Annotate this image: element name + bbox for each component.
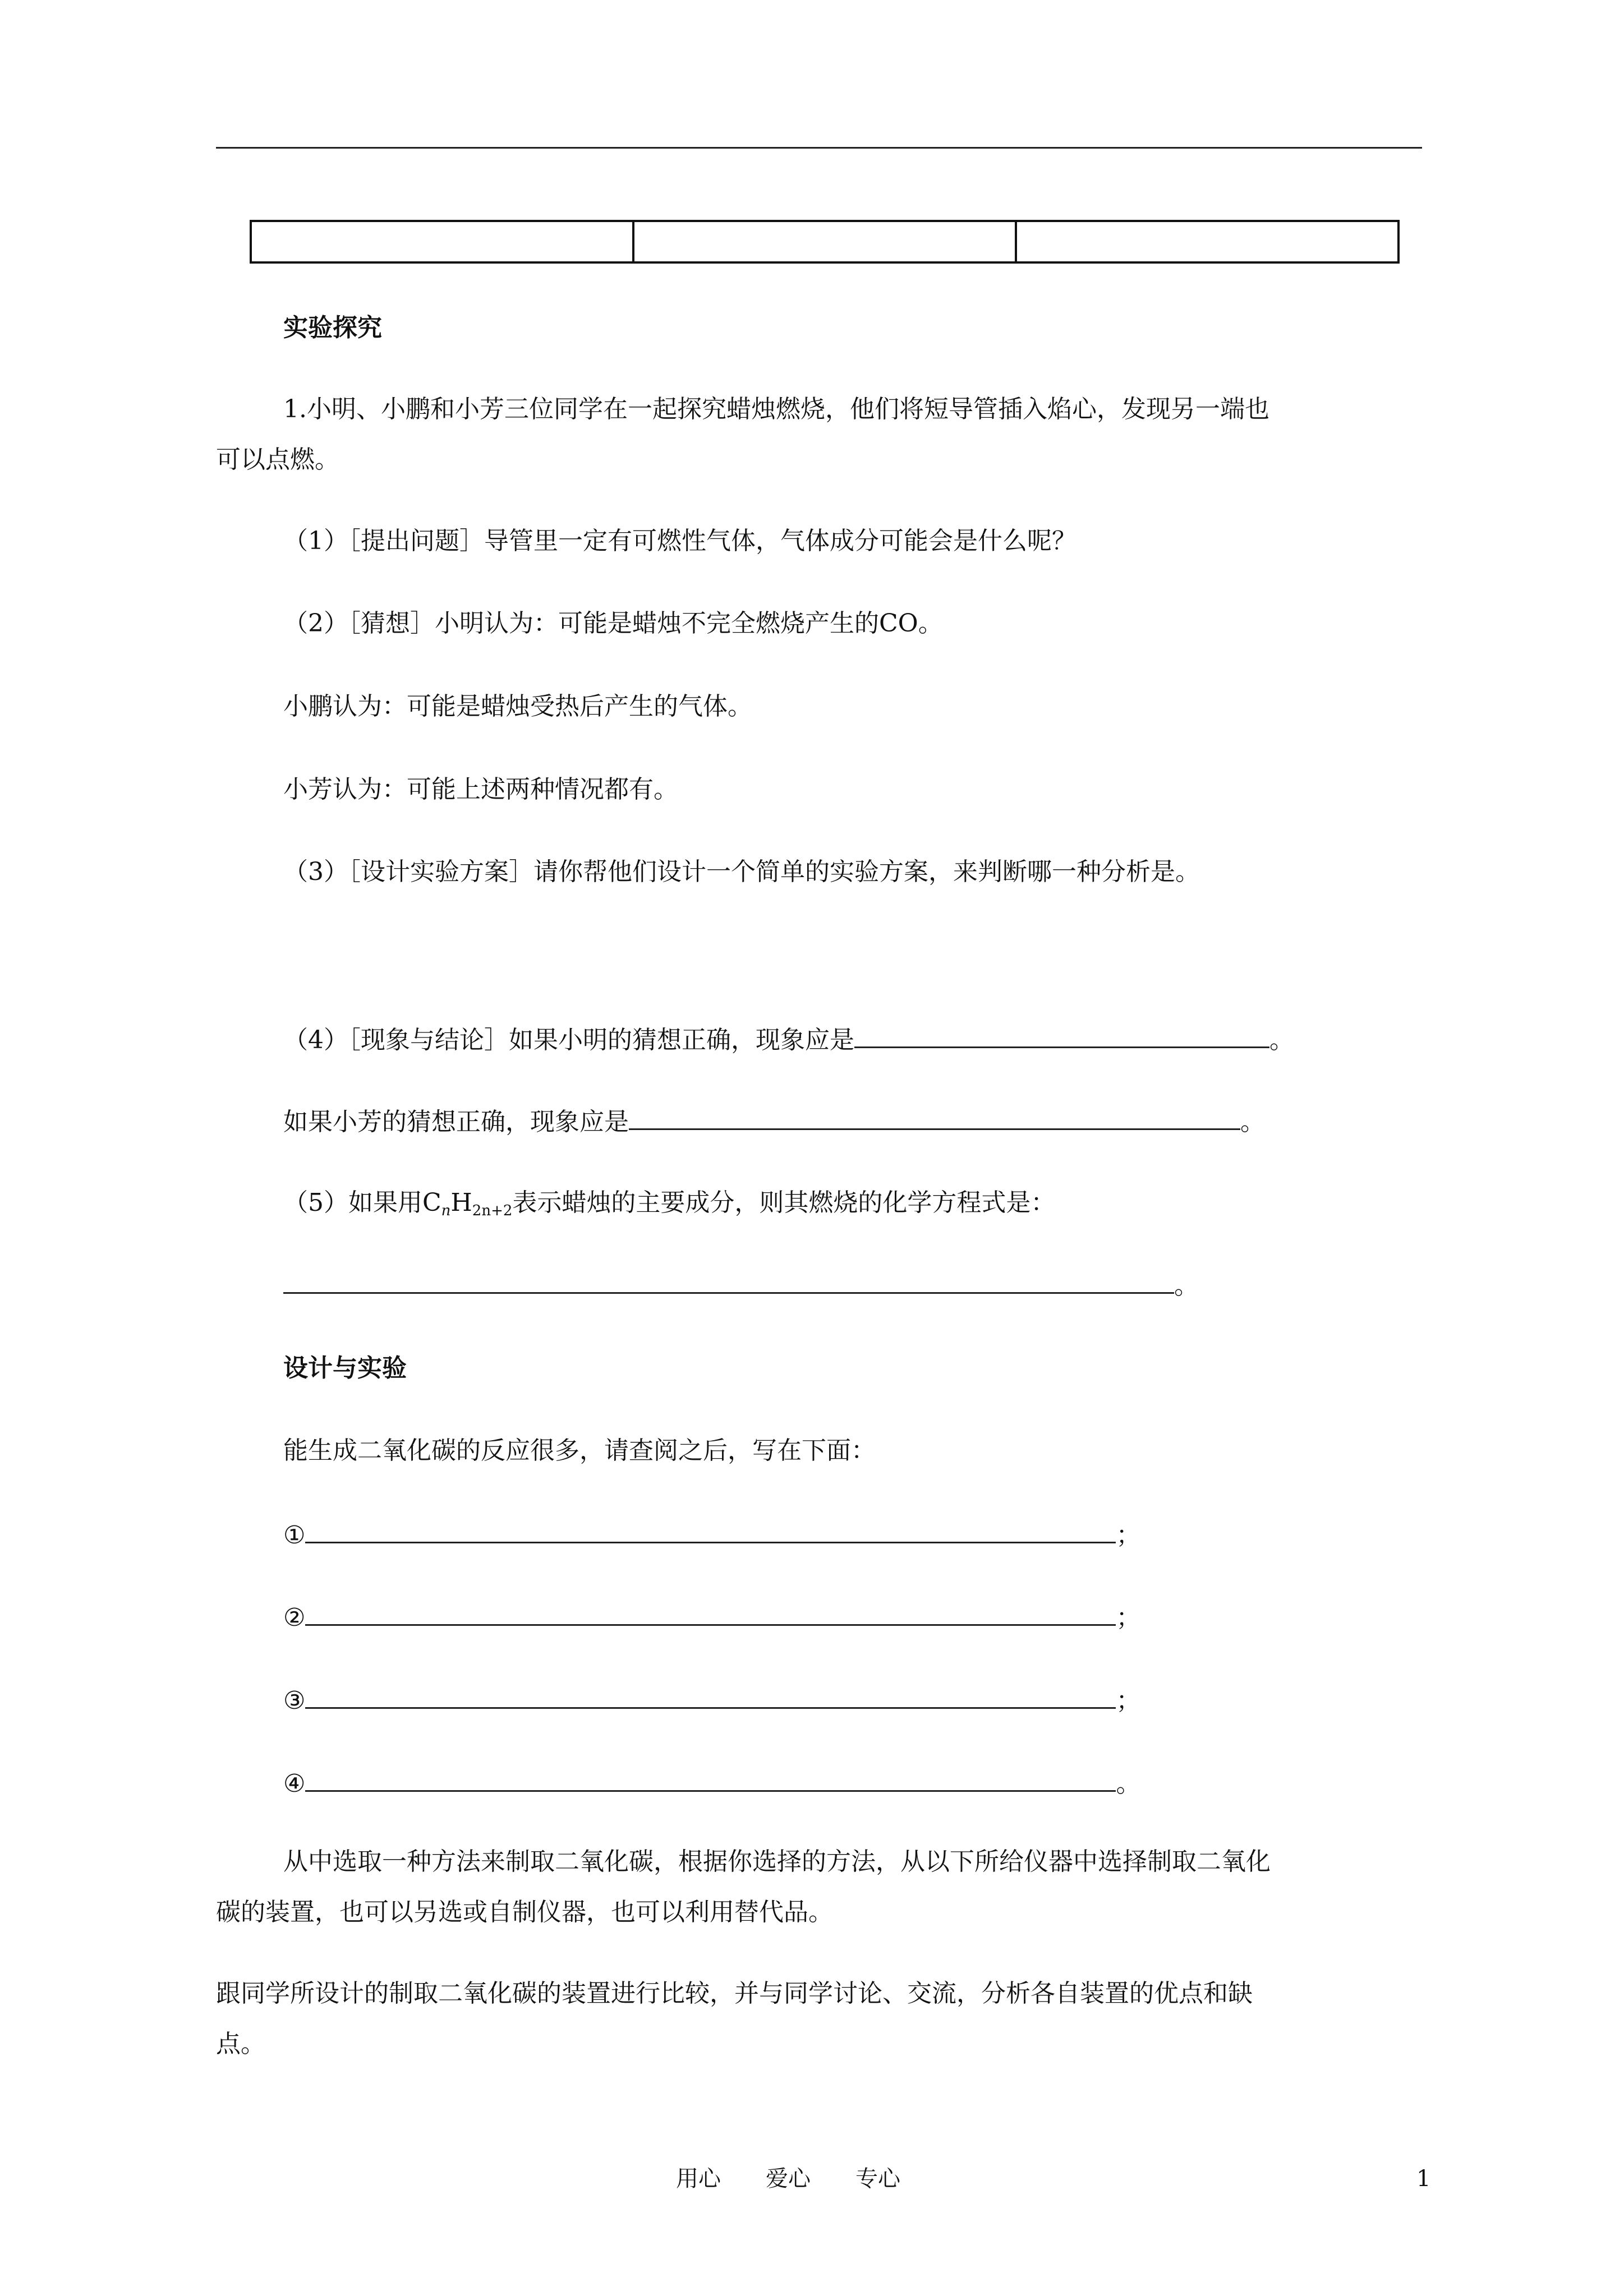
- equation-line: [283, 1267, 1199, 1303]
- question-1-line2: 可以点燃。: [216, 445, 339, 474]
- item-marker: ②: [283, 1603, 306, 1632]
- formula-sub-n: n: [441, 1202, 451, 1219]
- period: 。: [1174, 1271, 1199, 1300]
- section-2-intro: 能生成二氧化碳的反应很多，请查阅之后，写在下面：: [283, 1436, 876, 1465]
- table-cell: [252, 222, 634, 261]
- formula-h: H: [450, 1188, 472, 1217]
- answer-blank-equation[interactable]: [283, 1267, 1174, 1294]
- header-rule: [216, 147, 1422, 149]
- period: 。: [1240, 1108, 1265, 1136]
- reaction-item-1: [283, 1517, 1140, 1552]
- formula-sub-2n2: 2n+2: [472, 1202, 513, 1219]
- paragraph-2-line2: 点。: [216, 2030, 265, 2058]
- item-end: ；: [1116, 1686, 1141, 1715]
- item-end: ；: [1116, 1521, 1141, 1550]
- table-cell: [1017, 222, 1397, 261]
- sub-question-4: [283, 1022, 1294, 1057]
- item-end: ；: [1116, 1603, 1141, 1632]
- sub-question-3: （3）［设计实验方案］请你帮他们设计一个简单的实验方案，来判断哪一种分析是。: [283, 857, 1200, 886]
- sub-question-4-text: （4）［现象与结论］如果小明的猜想正确，现象应是: [283, 1026, 854, 1054]
- answer-blank-reaction-4[interactable]: [305, 1765, 1116, 1792]
- reaction-item-2: [283, 1599, 1140, 1635]
- sub-question-2: （2）［猜想］小明认为：可能是蜡烛不完全燃烧产生的CO。: [283, 609, 943, 638]
- period: 。: [1269, 1026, 1294, 1054]
- formula-c: C: [422, 1188, 441, 1217]
- sub-question-5-pre: （5）如果用: [283, 1188, 422, 1217]
- paragraph-1-line1: 从中选取一种方法来制取二氧化碳，根据你选择的方法，从以下所给仪器中选择制取二氧化: [283, 1847, 1271, 1876]
- hypothesis-xiaofang: 小芳认为：可能上述两种情况都有。: [283, 775, 678, 804]
- section-heading-experiment: 实验探究: [283, 313, 382, 342]
- sub-question-5: [283, 1186, 1055, 1228]
- sub-question-4b-text: 如果小芳的猜想正确，现象应是: [283, 1108, 629, 1136]
- item-marker: ④: [283, 1769, 306, 1798]
- sub-question-5-post: 表示蜡烛的主要成分，则其燃烧的化学方程式是：: [512, 1188, 1056, 1217]
- reaction-item-4: [283, 1765, 1140, 1801]
- answer-blank-reaction-2[interactable]: [305, 1599, 1116, 1626]
- question-1-line1: 1.小明、小鹏和小芳三位同学在一起探究蜡烛燃烧，他们将短导管插入焰心，发现另一端也: [283, 395, 1269, 423]
- answer-blank-reaction-3[interactable]: [305, 1682, 1116, 1709]
- answer-blank-4a[interactable]: [854, 1022, 1269, 1048]
- sub-question-4b: [283, 1104, 1265, 1139]
- footer-motto: 用心 爱心 专心: [676, 2166, 900, 2192]
- sub-question-1: （1）［提出问题］导管里一定有可燃性气体，气体成分可能会是什么呢？: [283, 527, 1076, 555]
- hypothesis-xiaopeng: 小鹏认为：可能是蜡烛受热后产生的气体。: [283, 692, 752, 721]
- table-cell: [634, 222, 1017, 261]
- item-marker: ①: [283, 1521, 306, 1550]
- section-heading-design: 设计与实验: [283, 1354, 407, 1382]
- answer-blank-4b[interactable]: [629, 1104, 1240, 1130]
- reaction-item-3: [283, 1682, 1140, 1718]
- answer-blank-reaction-1[interactable]: [305, 1517, 1116, 1543]
- page-number: 1: [1416, 2166, 1431, 2192]
- paragraph-1-line2: 碳的装置，也可以另选或自制仪器，也可以利用替代品。: [216, 1898, 833, 1926]
- empty-table: [250, 220, 1400, 264]
- item-marker: ③: [283, 1686, 306, 1715]
- paragraph-2-line1: 跟同学所设计的制取二氧化碳的装置进行比较，并与同学讨论、交流，分析各自装置的优点和缺: [216, 1979, 1253, 2008]
- item-end: 。: [1116, 1769, 1141, 1798]
